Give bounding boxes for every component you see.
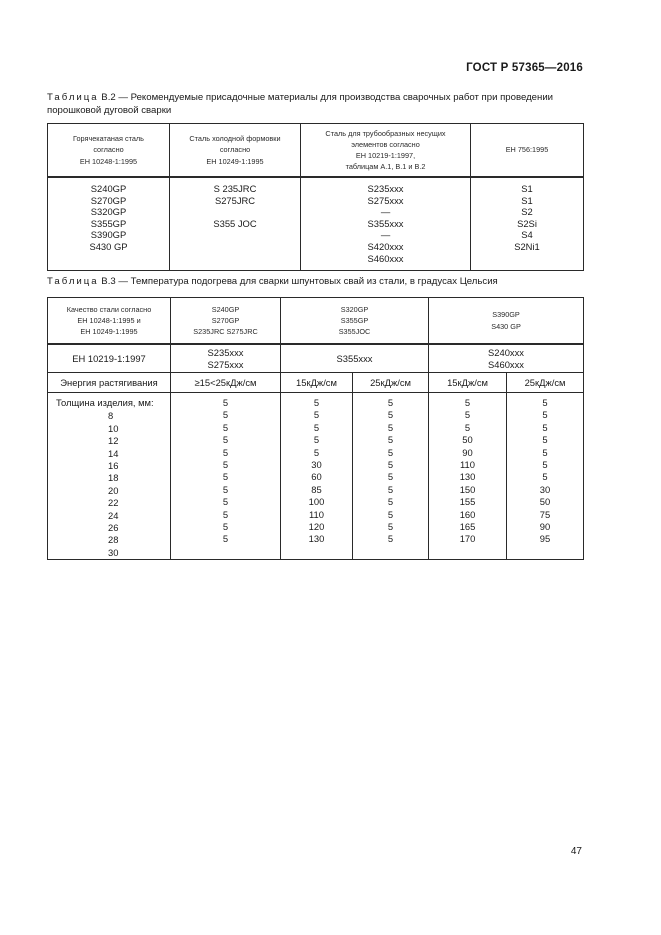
table-b3-cell-value: 130	[308, 533, 325, 545]
table-b3-thickness-value: 18	[108, 472, 119, 484]
table-b3-cell-value: 85	[311, 483, 322, 495]
table-b2-col-hot-rolled: S240GP S270GP S320GP S355GP S390GP S430 GP	[48, 177, 170, 271]
table-b3-cell-value: 5	[542, 421, 548, 433]
table-b3-cell-value: 155	[459, 496, 476, 508]
table-b3-header-group1: S240GP S270GP S235JRC S275JRC	[171, 298, 281, 345]
table-b3-cell-value: 5	[387, 508, 394, 520]
table-b3-cell-value: 5	[222, 508, 229, 520]
table-b3-cell-value: 5	[542, 397, 548, 408]
table-b3-cell-value: 5	[542, 434, 548, 446]
table-b2	[47, 123, 584, 271]
table-b3-cell-value: 75	[539, 508, 551, 520]
table-b3-thickness-value: 10	[108, 422, 119, 434]
table-b3-cell-value: 95	[539, 533, 551, 545]
table-b2-header-row	[48, 124, 584, 178]
table-b3-cell-value: 5	[387, 483, 394, 495]
table-b3-cell-value: 110	[309, 508, 324, 520]
table-b3-cell-value: 5	[387, 521, 394, 533]
table-b3-cell-value: 5	[542, 409, 548, 421]
table-b3-cell-value: 30	[539, 483, 551, 495]
table-b3-energy-label: Энергия растягивания	[48, 373, 171, 393]
table-b3-cell-value: 5	[222, 409, 229, 421]
table-b3-cell-value: 5	[222, 483, 229, 495]
table-b3-header-quality: Качество стали согласно ЕН 10248-1:1995 и ЕН 10249-1:1995	[48, 298, 171, 345]
table-b2-col-en756: S1 S1 S2 S2Si S4 S2Ni1	[471, 177, 584, 271]
table-b3-cell-value: 5	[222, 421, 229, 433]
table-b3-cell-value: 60	[311, 471, 322, 483]
table-b3-caption	[47, 275, 583, 288]
table-b3-cell-value: 5	[464, 397, 471, 408]
table-b2-caption	[47, 91, 583, 117]
table-b3-cell-value: 5	[464, 421, 471, 433]
table-b3-cell-value: 5	[542, 459, 548, 471]
table-b3-caption-text: В.3 — Температура подогрева для сварки шпунтовых свай из стали, в градусах Цельсия	[101, 276, 498, 287]
table-b3-cell-value: 5	[222, 446, 229, 458]
table-b3-cell-value: 5	[542, 446, 548, 458]
standard-number: ГОСТ Р 57365—2016	[466, 62, 583, 74]
table-b3-cell-value: 5	[222, 521, 229, 533]
table-b3-data-row	[48, 393, 584, 560]
table-b3-energy-cell: 25кДж/см	[507, 373, 584, 393]
table-b3-cell-value: 5	[387, 471, 394, 483]
table-b2-header-en756: ЕН 756:1995	[471, 124, 584, 178]
table-b3-cell-value: 30	[311, 459, 322, 471]
table-b3-thickness-value: 30	[108, 546, 119, 558]
table-b3-cell-value: 5	[464, 409, 471, 421]
table-b3-cell-value: 5	[313, 446, 320, 458]
table-b3-cell-value: 90	[539, 521, 551, 533]
table-b3-cell-value: 5	[313, 434, 320, 446]
table-b3-cell-value: 5	[222, 496, 229, 508]
table-b3-cell-value: 5	[387, 421, 394, 433]
table-b3-energy-cell: 25кДж/см	[353, 373, 429, 393]
table-b3-thickness-column	[48, 393, 171, 560]
table-b3-header-row	[48, 298, 584, 345]
table-b3-en-row	[48, 344, 584, 373]
table-b3-cell-value: 5	[387, 409, 394, 421]
table-b3-en-group1: S235xxx S275xxx	[171, 344, 281, 373]
table-b3-thickness-value: 8	[108, 410, 114, 422]
table-b3-cell-value: 150	[459, 483, 476, 495]
table-b2-header-hot-rolled: Горячекатаная сталь согласно ЕН 10248-1:1995	[48, 124, 170, 178]
table-b3-cell-value: 5	[387, 397, 394, 408]
table-b3-energy-row	[48, 373, 584, 393]
table-b3-thickness-value: 16	[108, 460, 119, 472]
table-b2-header-cold-formed: Сталь холодной формовки согласно ЕН 10249-1:1995	[170, 124, 301, 178]
table-b3	[47, 297, 584, 560]
table-b3-thickness-value: 28	[108, 534, 119, 546]
table-b3-en-group3: S240xxx S460xxx	[429, 344, 584, 373]
table-b3-cell-value: 50	[462, 434, 473, 446]
table-b2-col-tubular: S235xxx S275xxx — S355xxx — S420xxx S460xxx	[301, 177, 471, 271]
table-b2-header-tubular: Сталь для трубообразных несущих элементов согласно ЕН 10219-1:1997, таблицам А.1, В.1 и В.2	[301, 124, 471, 178]
table-b3-cell-value: 90	[462, 446, 473, 458]
table-b3-thickness-value: 14	[108, 447, 119, 459]
table-b3-thickness-value: 26	[108, 522, 119, 534]
table-b3-cell-value: 5	[222, 397, 229, 408]
table-b3-col	[353, 393, 429, 560]
table-b3-thickness-list	[56, 410, 170, 559]
table-b3-thickness-title: Толщина изделия, мм:	[56, 397, 154, 408]
page-number: 47	[570, 846, 582, 857]
table-b3-cell-value: 5	[387, 446, 394, 458]
table-b3-cell-value: 160	[459, 508, 476, 520]
table-b3-cell-value: 165	[459, 521, 476, 533]
table-b3-cell-value: 5	[387, 496, 394, 508]
table-b3-thickness-value: 22	[108, 497, 119, 509]
table-b3-thickness-value: 12	[108, 435, 119, 447]
table-b3-header-group2: S320GP S355GP S355JOC	[281, 298, 429, 345]
table-b3-cell-value: 5	[542, 471, 548, 483]
table-b2-col-cold-formed: S 235JRC S275JRC S355 JOC	[170, 177, 301, 271]
table-b3-col	[281, 393, 353, 560]
table-b3-cell-value: 5	[313, 409, 320, 421]
table-b3-caption-label: Таблица	[47, 276, 99, 287]
table-b3-cell-value: 5	[387, 533, 394, 545]
table-b3-header-group3: S390GP S430 GP	[429, 298, 584, 345]
table-b3-col	[507, 393, 584, 560]
table-b3-col	[171, 393, 281, 560]
table-b3-cell-value: 170	[459, 533, 476, 545]
table-b3-cell-value: 50	[539, 496, 551, 508]
table-b2-body-row	[48, 177, 584, 271]
table-b3-col	[429, 393, 507, 560]
table-b3-cell-value: 5	[222, 459, 229, 471]
table-b3-cell-value: 5	[313, 397, 320, 408]
table-b3-cell-value: 5	[387, 459, 394, 471]
table-b3-cell-value: 130	[459, 471, 476, 483]
table-b3-energy-cell: ≥15<25кДж/см	[171, 373, 281, 393]
table-b3-cell-value: 120	[308, 521, 325, 533]
table-b3-en-label: ЕН 10219-1:1997	[48, 344, 171, 373]
table-b3-cell-value: 110	[460, 459, 475, 471]
table-b3-cell-value: 5	[313, 421, 320, 433]
table-b3-cell-value: 5	[222, 471, 229, 483]
table-b2-caption-text: В.2 — Рекомендуемые присадочные материалы для производства сварочных работ при проведении порошковой дуговой сварки	[47, 92, 554, 116]
table-b3-energy-cell: 15кДж/см	[281, 373, 353, 393]
table-b3-cell-value: 5	[222, 434, 229, 446]
table-b2-caption-label: Таблица	[47, 92, 99, 103]
table-b3-cell-value: 5	[387, 434, 394, 446]
table-b3-en-group2: S355xxx	[281, 344, 429, 373]
table-b3-thickness-value: 24	[108, 509, 119, 521]
table-b3-cell-value: 100	[308, 496, 325, 508]
table-b3-energy-cell: 15кДж/см	[429, 373, 507, 393]
table-b3-thickness-value: 20	[108, 484, 119, 496]
table-b3-cell-value: 5	[222, 533, 229, 545]
